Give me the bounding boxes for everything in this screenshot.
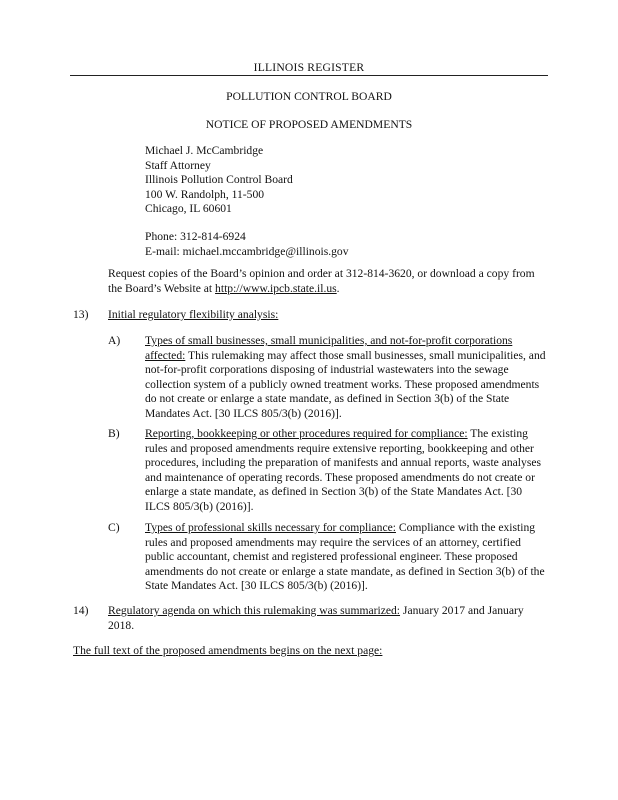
- item-13c-heading: Types of professional skills necessary for compliance:: [145, 521, 396, 534]
- request-end: .: [336, 281, 340, 295]
- contact-phone: Phone: 312-814-6924: [145, 229, 246, 243]
- item-14-number: 14): [73, 604, 89, 617]
- contact-org: Illinois Pollution Control Board: [145, 173, 293, 187]
- item-13b-label: B): [108, 427, 120, 440]
- item-13a-body: This rulemaking may affect those small businesses, small municipalities, and not-for-profit corporations disposing of industrial wastewaters into the sewage collection system of a publicly owned treatment works. These proposed amendments do not create or enlarge a state mandate, as defined in Section 3(b) of the State Mandates Act. [30 ILCS 805/3(b) (2016)].: [145, 348, 546, 420]
- contact-email: E-mail: michael.mccambridge@illinois.gov: [145, 244, 349, 258]
- notice-title: NOTICE OF PROPOSED AMENDMENTS: [205, 118, 413, 131]
- request-paragraph: [108, 267, 550, 296]
- item-13a-heading: Types of small businesses, small municipalities, and not-for-profit corporations affected:: [145, 334, 513, 362]
- contact-block: [145, 144, 525, 259]
- footer-note: The full text of the proposed amendments begins on the next page:: [73, 644, 383, 657]
- item-13-number: 13): [73, 308, 89, 321]
- item-13c-label: C): [108, 521, 120, 534]
- contact-title: Staff Attorney: [145, 158, 211, 172]
- agency-name: POLLUTION CONTROL BOARD: [226, 90, 392, 103]
- contact-street: 100 W. Randolph, 11-500: [145, 187, 265, 201]
- item-13c-body: Compliance with the existing rules and proposed amendments may require the services of an attorney, certified public accountant, chemist and registered professional engineer. These proposed amendments do not create or enlarge a state mandate, as defined in Section 3(b) of the State Mandates Act. [30 ILCS 805/3(b) (2016)].: [145, 521, 545, 593]
- item-13c-paragraph: [145, 521, 550, 594]
- contact-name: Michael J. McCambridge: [145, 144, 264, 157]
- board-website-link[interactable]: http://www.ipcb.state.il.us: [215, 281, 337, 295]
- item-13b-paragraph: [145, 427, 550, 515]
- item-13a-paragraph: [145, 334, 550, 422]
- item-14-paragraph: [108, 604, 550, 633]
- item-13b-body: The existing rules and proposed amendments require extensive reporting, bookkeeping and other procedures, including the preparation of manifests and annual reports, waste analyses and maintenance of operating records. These proposed amendments do not create or enlarge a state mandate, as defined in Section 3(b) of the State Mandates Act. [30 ILCS 805/3(b) (2016)].: [145, 427, 541, 513]
- item-13-heading: Initial regulatory flexibility analysis:: [108, 308, 279, 321]
- contact-city: Chicago, IL 60601: [145, 202, 232, 216]
- item-14-body: January 2017 and January 2018.: [108, 604, 524, 632]
- request-text: Request copies of the Board’s opinion and order at 312-814-3620, or download a copy from the Board’s Website at: [108, 267, 535, 295]
- item-13a-label: A): [108, 334, 121, 347]
- item-13b-heading: Reporting, bookkeeping or other procedures required for compliance:: [145, 427, 468, 440]
- header-rule: [70, 75, 548, 76]
- register-title: ILLINOIS REGISTER: [253, 61, 365, 74]
- item-14-heading: Regulatory agenda on which this rulemaking was summarized:: [108, 604, 401, 617]
